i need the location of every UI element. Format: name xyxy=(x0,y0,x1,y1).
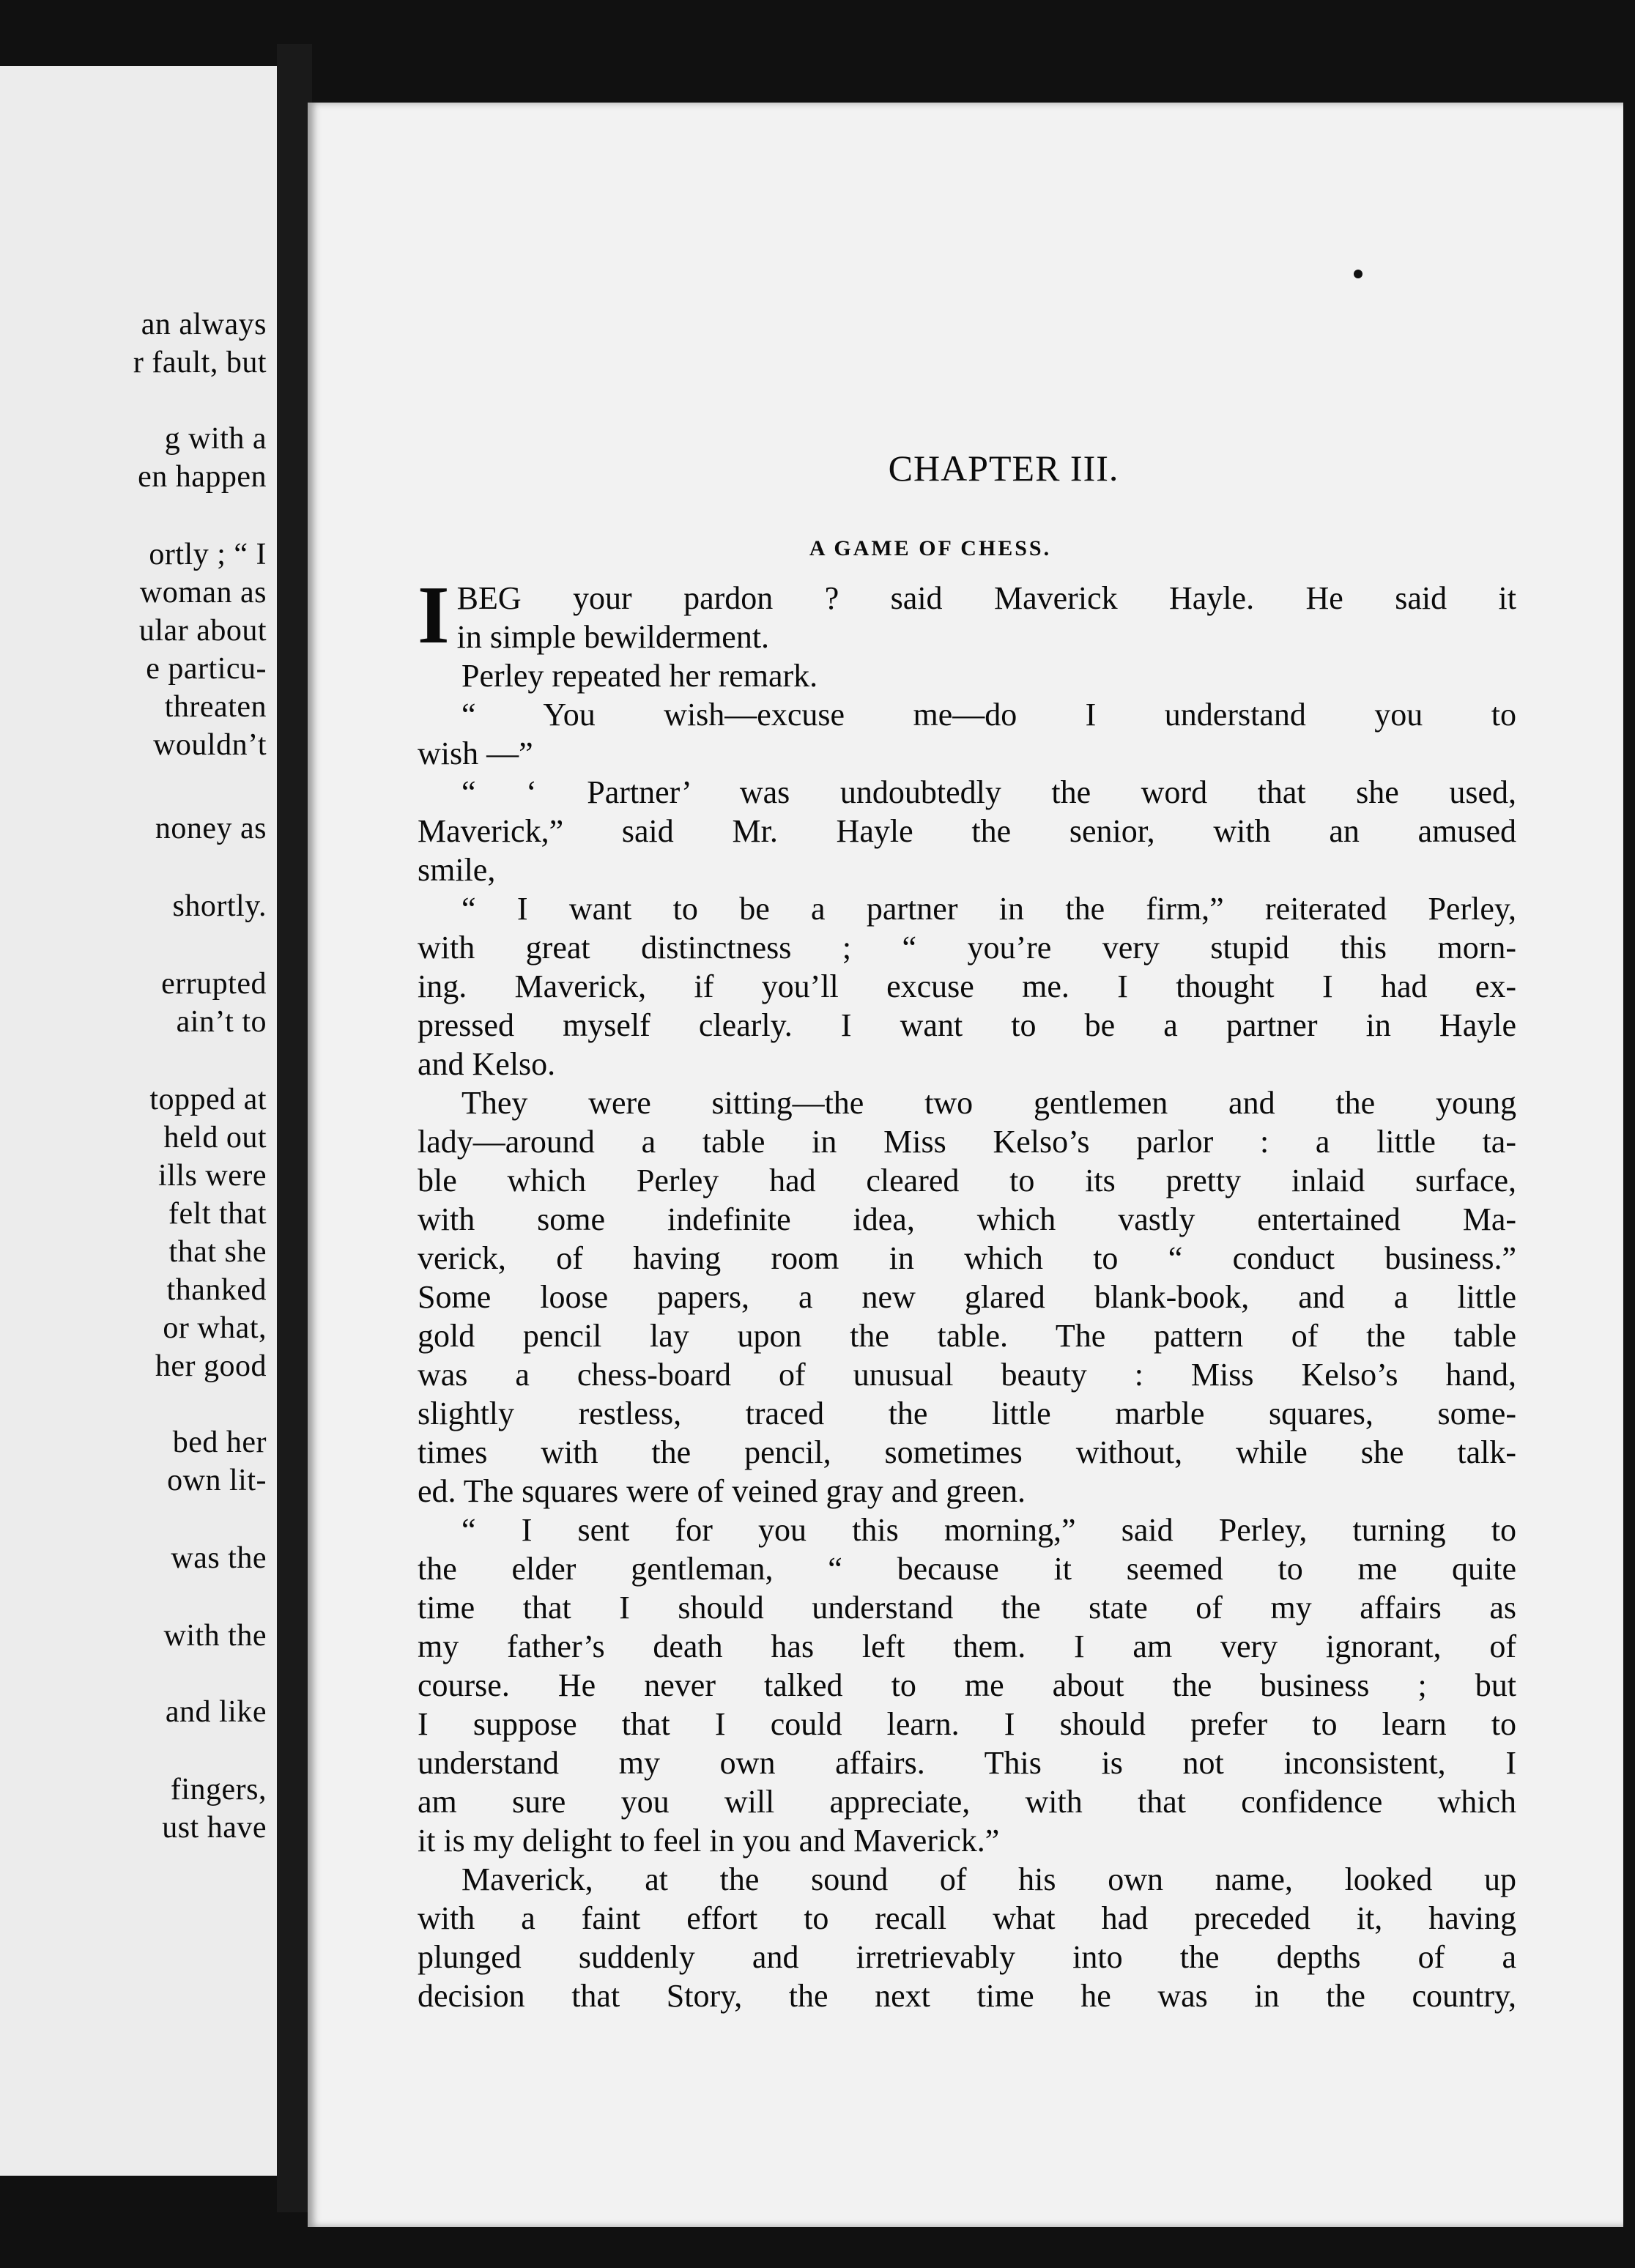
left-fragment: and like xyxy=(165,1695,267,1729)
text-line: ble which Perley had cleared to its pretty inlaid surface, xyxy=(418,1163,1516,1198)
text-line: course. He never talked to me about the business ; but xyxy=(418,1667,1516,1703)
chapter-title: CHAPTER III. xyxy=(888,448,1119,489)
left-fragment: en happen xyxy=(138,460,267,494)
left-fragment: shortly. xyxy=(172,889,267,923)
right-page xyxy=(308,103,1623,2227)
text-line: time that I should understand the state of my affairs as xyxy=(418,1590,1516,1626)
left-fragment: held out xyxy=(163,1121,267,1155)
left-fragment: wouldn’t xyxy=(153,728,267,762)
text-line: lady—around a table in Miss Kelso’s parlor : a little ta- xyxy=(418,1124,1516,1160)
left-fragment: fingers, xyxy=(170,1773,267,1806)
book-gutter xyxy=(277,44,312,2212)
text-line: in simple bewilderment. xyxy=(456,619,770,655)
text-line: ing. Maverick, if you’ll excuse me. I thought I had ex- xyxy=(418,968,1516,1004)
left-fragment: thanked xyxy=(166,1273,267,1307)
ink-speck xyxy=(1354,270,1362,278)
opening-paragraph xyxy=(418,579,1516,656)
text-line: “ I want to be a partner in the firm,” reiterated Perley, xyxy=(461,891,1516,927)
left-fragment: r fault, but xyxy=(133,346,267,379)
left-fragment: an always xyxy=(141,308,267,341)
left-fragment: own lit- xyxy=(167,1464,267,1497)
left-fragment: threaten xyxy=(164,690,267,724)
left-fragment: ortly ; “ I xyxy=(149,538,267,571)
text-line: understand my own affairs. This is not inconsistent, I xyxy=(418,1745,1516,1781)
text-line: “ You wish—excuse me—do I understand you to xyxy=(461,697,1516,733)
left-fragment: errupted xyxy=(161,967,267,1001)
left-fragment: with the xyxy=(163,1619,267,1653)
text-line: Some loose papers, a new glared blank-book, and a little xyxy=(418,1279,1516,1315)
left-fragment: her good xyxy=(155,1349,267,1383)
text-line: the elder gentleman, “ because it seemed to me quite xyxy=(418,1551,1516,1587)
text-line: ed. The squares were of veined gray and green. xyxy=(418,1473,1026,1509)
left-fragment: topped at xyxy=(149,1083,267,1116)
text-line: BEG your pardon ? said Maverick Hayle. He said it xyxy=(456,580,1516,616)
text-line: was a chess-board of unusual beauty : Miss Kelso’s hand, xyxy=(418,1357,1516,1393)
left-fragment: ills were xyxy=(158,1159,267,1193)
body-text xyxy=(418,579,1516,2015)
text-line: “ I sent for you this morning,” said Perley, turning to xyxy=(461,1512,1516,1548)
left-fragment: ust have xyxy=(162,1811,267,1845)
text-line: wish —” xyxy=(418,735,533,771)
left-page xyxy=(0,66,277,2176)
text-line: “ ‘ Partner’ was undoubtedly the word that she used, xyxy=(461,774,1516,810)
text-line: Maverick, at the sound of his own name, looked up xyxy=(461,1861,1516,1897)
left-fragment: was the xyxy=(171,1541,267,1575)
left-fragment: e particu- xyxy=(146,652,267,686)
text-line: They were sitting—the two gentlemen and the young xyxy=(461,1085,1516,1121)
text-line: with a faint effort to recall what had preceded it, having xyxy=(418,1900,1516,1936)
text-line: and Kelso. xyxy=(418,1046,556,1082)
left-fragment: noney as xyxy=(155,812,267,845)
text-line: plunged suddenly and irretrievably into the depths of a xyxy=(418,1939,1516,1975)
left-fragment: g with a xyxy=(164,422,267,456)
left-fragment: felt that xyxy=(168,1197,267,1231)
left-fragment: woman as xyxy=(139,576,267,609)
chapter-subtitle: A GAME OF CHESS. xyxy=(809,536,1052,560)
left-fragment: that she xyxy=(168,1235,267,1269)
left-fragment: or what, xyxy=(163,1311,267,1345)
text-line: with great distinctness ; “ you’re very stupid this morn- xyxy=(418,930,1516,966)
text-line: my father’s death has left them. I am very ignorant, of xyxy=(418,1628,1516,1664)
text-line: gold pencil lay upon the table. The pattern of the table xyxy=(418,1318,1516,1354)
text-line: Perley repeated her remark. xyxy=(461,658,818,694)
left-fragment: ain’t to xyxy=(176,1005,267,1039)
text-line: smile, xyxy=(418,852,496,888)
text-line: Maverick,” said Mr. Hayle the senior, with an amused xyxy=(418,813,1516,849)
text-line: I suppose that I could learn. I should prefer to learn to xyxy=(418,1706,1516,1742)
text-line: it is my delight to feel in you and Maverick.” xyxy=(418,1823,1000,1858)
text-line: pressed myself clearly. I want to be a partner in Hayle xyxy=(418,1007,1516,1043)
text-line: slightly restless, traced the little marble squares, some- xyxy=(418,1396,1516,1431)
drop-cap: I xyxy=(418,579,450,656)
text-line: decision that Story, the next time he was in the country, xyxy=(418,1978,1516,2014)
left-fragment: ular about xyxy=(138,614,267,648)
text-line: times with the pencil, sometimes without, while she talk- xyxy=(418,1434,1516,1470)
text-line: with some indefinite idea, which vastly entertained Ma- xyxy=(418,1201,1516,1237)
text-line: am sure you will appreciate, with that confidence which xyxy=(418,1784,1516,1820)
left-fragment: bed her xyxy=(172,1426,267,1459)
text-line: verick, of having room in which to “ conduct business.” xyxy=(418,1240,1516,1276)
